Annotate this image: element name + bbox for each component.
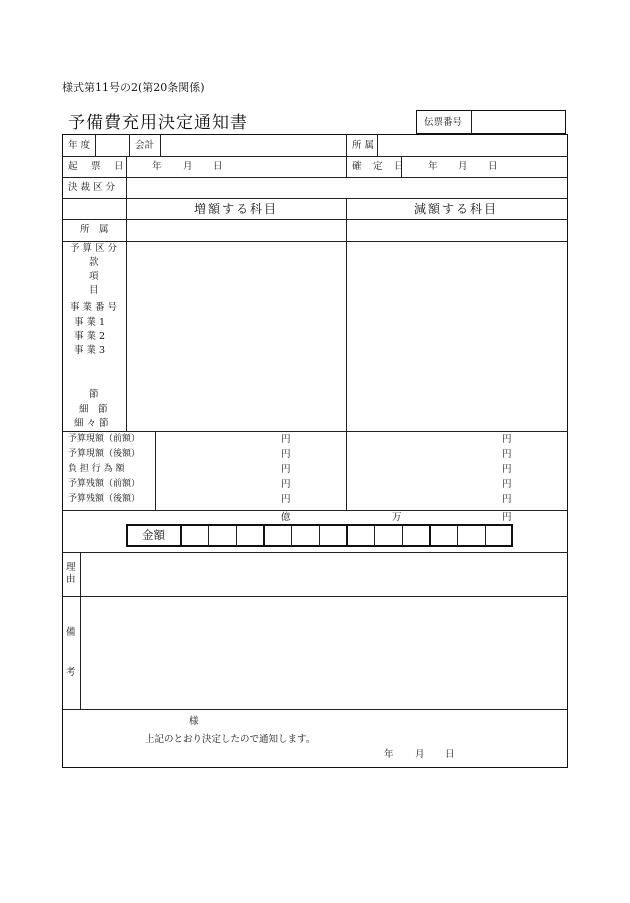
increase-department-field[interactable]: [128, 221, 344, 239]
department-row-label: 所 属: [80, 224, 109, 235]
sai-setsu-label: 細 節: [79, 404, 108, 415]
recipient-honorific: 様: [189, 716, 199, 727]
fiscal-year-label: 年 度: [68, 140, 91, 151]
row-divider: [62, 596, 568, 597]
row-divider: [62, 219, 568, 220]
yen-unit: 円: [502, 494, 512, 505]
amount-label: 金額: [142, 528, 165, 542]
reason-label-1: 理: [66, 562, 76, 573]
project-3-label: 事 業 3: [74, 345, 106, 356]
amount-digits-field[interactable]: [183, 526, 511, 545]
col-divider: [95, 134, 96, 156]
yen-unit: 円: [281, 449, 291, 460]
notice-month: 月: [415, 749, 425, 760]
col-divider: [155, 431, 156, 510]
yen-unit: 円: [502, 434, 512, 445]
row-divider: [62, 156, 568, 157]
budget-remaining-before-label: 予算残額（前額）: [68, 479, 141, 489]
col-divider: [346, 134, 347, 177]
decision-category-label: 決 裁 区 分: [68, 182, 116, 193]
issue-month: 月: [183, 161, 193, 172]
col-divider: [80, 552, 81, 709]
row-divider: [62, 510, 568, 511]
yen-unit: 円: [281, 434, 291, 445]
man-unit: 万: [392, 512, 402, 523]
amount-label-divider: [180, 524, 182, 547]
reason-label-2: 由: [66, 574, 76, 585]
department-field[interactable]: [379, 137, 565, 154]
document-title: 予備費充用決定通知書: [68, 113, 248, 133]
issue-day: 日: [213, 161, 223, 172]
yen-unit: 円: [502, 479, 512, 490]
col-divider: [346, 198, 347, 510]
moku-label: 目: [89, 285, 99, 296]
decrease-department-field[interactable]: [348, 221, 565, 239]
increase-budget-field[interactable]: [128, 243, 344, 429]
remarks-label-1: 備: [66, 627, 76, 638]
voucher-number-field[interactable]: [474, 113, 564, 131]
account-field[interactable]: [162, 137, 344, 154]
project-2-label: 事 業 2: [74, 331, 106, 342]
oku-unit: 億: [281, 512, 291, 523]
form-number: 様式第11号の2(第20条関係): [62, 81, 205, 94]
yen-unit: 円: [502, 449, 512, 460]
issue-year: 年: [152, 161, 162, 172]
commitment-amount-label: 負 担 行 為 額: [68, 464, 125, 474]
budget-current-after-label: 予算現額（後額）: [68, 449, 141, 459]
row-divider: [62, 552, 568, 553]
row-divider: [62, 709, 568, 710]
kou-label: 項: [89, 271, 99, 282]
confirm-date-label: 確 定 日: [352, 161, 405, 172]
col-divider: [377, 134, 378, 156]
project-number-label: 事 業 番 号: [70, 302, 118, 313]
col-divider: [126, 156, 127, 431]
notice-day: 日: [445, 749, 455, 760]
increase-header: 増額する科目: [194, 202, 279, 216]
account-label: 会計: [135, 140, 155, 151]
budget-remaining-after-label: 予算残額（後額）: [68, 494, 141, 504]
yen-unit: 円: [281, 479, 291, 490]
en-unit: 円: [502, 512, 512, 523]
col-divider: [129, 134, 130, 156]
budget-category-label: 予 算 区 分: [70, 243, 118, 254]
reason-field[interactable]: [82, 554, 565, 594]
fiscal-year-field[interactable]: [97, 137, 127, 154]
yen-unit: 円: [502, 464, 512, 475]
confirm-month: 月: [458, 161, 468, 172]
col-divider: [160, 134, 161, 156]
row-divider: [62, 177, 568, 178]
yen-unit: 円: [281, 464, 291, 475]
saisai-setsu-label: 細 々 節: [74, 418, 109, 429]
voucher-divider: [471, 111, 472, 134]
confirm-day: 日: [488, 161, 498, 172]
remarks-field[interactable]: [82, 598, 565, 707]
department-label: 所 属: [352, 140, 375, 151]
row-divider: [62, 241, 568, 242]
budget-current-before-label: 予算現額（前額）: [68, 434, 141, 444]
notice-year: 年: [384, 749, 394, 760]
notice-text: 上記のとおり決定したので通知します。: [145, 734, 316, 745]
remarks-label-2: 考: [66, 667, 76, 678]
voucher-number-label: 伝票番号: [424, 117, 463, 128]
decision-category-field[interactable]: [128, 179, 565, 196]
confirm-year: 年: [428, 161, 438, 172]
row-divider: [62, 198, 568, 199]
row-divider: [62, 431, 568, 432]
project-1-label: 事 業 1: [74, 317, 106, 328]
setsu-label: 節: [89, 389, 99, 400]
kan-label: 款: [89, 257, 99, 268]
decrease-budget-field[interactable]: [348, 243, 565, 429]
issue-date-label: 起 票 日: [68, 161, 126, 172]
decrease-header: 減額する科目: [414, 202, 499, 216]
yen-unit: 円: [281, 494, 291, 505]
